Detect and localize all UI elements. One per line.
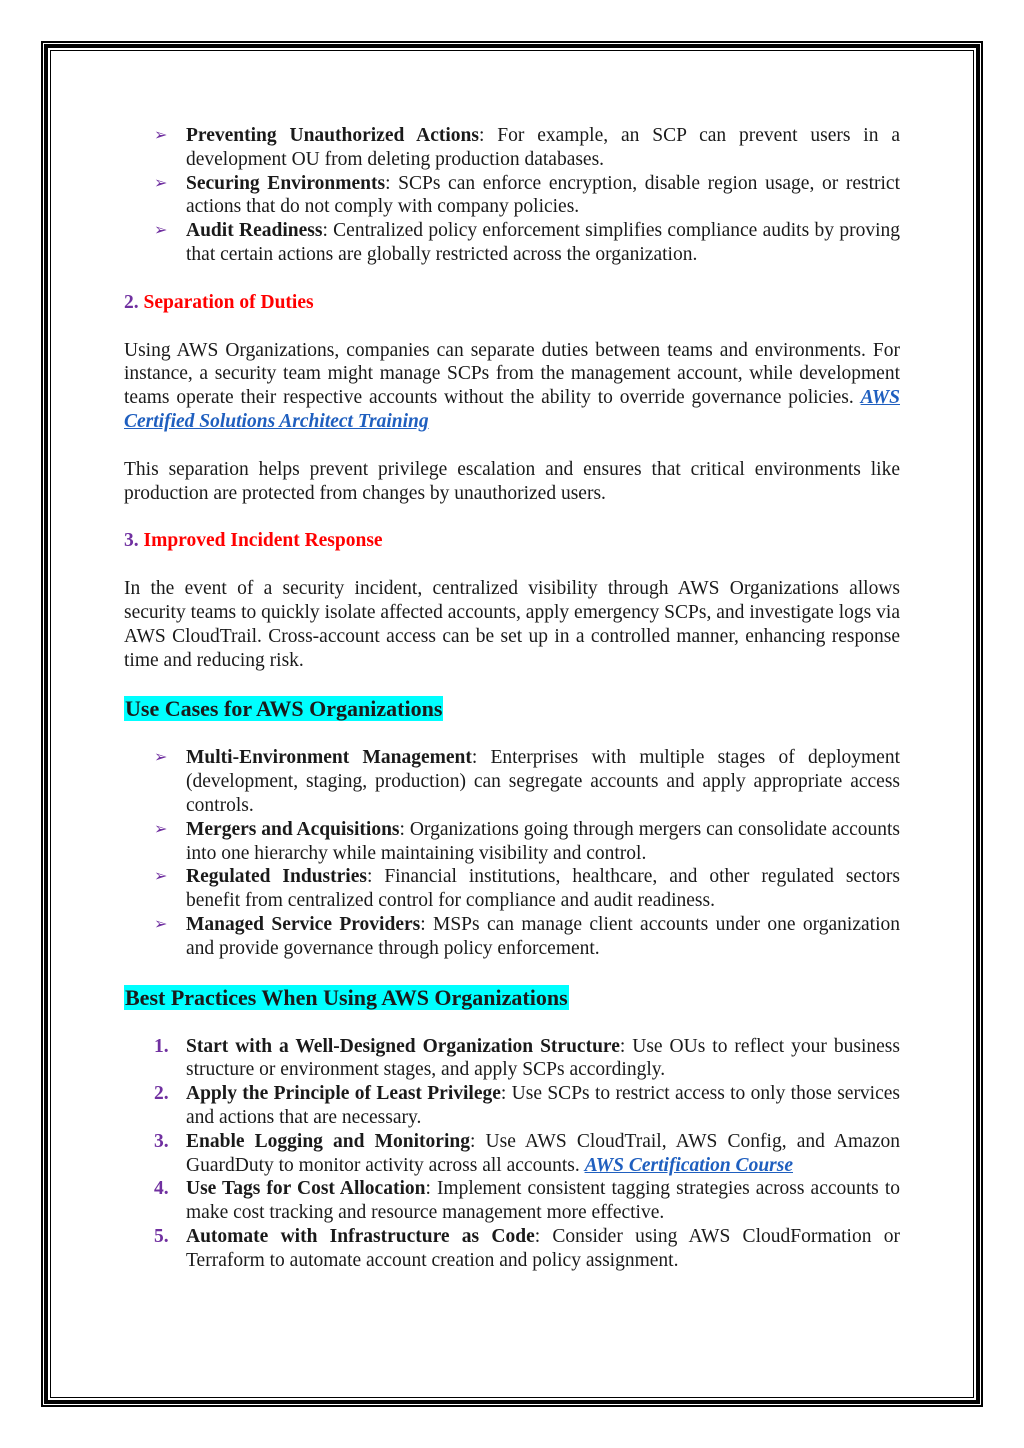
- list-item: 5. Automate with Infrastructure as Code: Consider using AWS CloudFormation or Terraform to automate account creation and policy assignment.: [154, 1225, 900, 1271]
- arrow-bullet-icon: ➢: [154, 820, 168, 838]
- section-heading-separation-of-duties: 2. Separation of Duties: [124, 291, 314, 313]
- arrow-bullet-icon: ➢: [154, 174, 168, 192]
- list-item: ➢ Audit Readiness: Centralized policy enforcement simplifies compliance audits by proving that certain actions are globally restricted across the organization.: [154, 220, 900, 265]
- arrow-bullet-icon: ➢: [154, 915, 168, 933]
- list-item: ➢ Securing Environments: SCPs can enforce encryption, disable region usage, or restrict actions that do not comply with company policies.: [154, 172, 901, 218]
- list-item: ➢ Managed Service Providers: MSPs can manage client accounts under one organization and provide governance through policy enforcement.: [154, 913, 900, 959]
- list-item: ➢ Preventing Unauthorized Actions: For example, an SCP can prevent users in a development OU from deleting production databases.: [154, 125, 900, 170]
- heading-use-cases: Use Cases for AWS Organizations: [125, 696, 443, 722]
- paragraph: Using AWS Organizations, companies can separate duties between teams and environments. For instance, a security team might manage SCPs from the management account, while development teams operate their respective accounts without the ability to override governance policies. AWS Certified Solutions Architect Training: [124, 339, 900, 432]
- list-item: ➢ Mergers and Acquisitions: Organizations going through mergers can consolidate accounts into one hierarchy while maintaining visibility and control.: [154, 818, 900, 864]
- top-bullet-list: [124, 124, 900, 267]
- list-item: 2. Apply the Principle of Least Privilege: Use SCPs to restrict access to only those services and actions that are necessary.: [154, 1083, 900, 1128]
- list-item: 1. Start with a Well-Designed Organization Structure: Use OUs to reflect your business structure or environment stages, and apply SCPs accordingly.: [154, 1035, 900, 1081]
- arrow-bullet-icon: ➢: [154, 222, 168, 240]
- use-cases-list: [124, 746, 900, 960]
- list-item: 4. Use Tags for Cost Allocation: Implement consistent tagging strategies across accounts to make cost tracking and resource management more effective.: [154, 1178, 900, 1224]
- section-heading-incident-response: 3. Improved Incident Response: [124, 530, 383, 552]
- aws-solutions-architect-training-link[interactable]: AWS Certified Solutions Architect Training: [124, 387, 900, 432]
- list-item: 3. Enable Logging and Monitoring: Use AWS CloudTrail, AWS Config, and Amazon GuardDuty to monitor activity across all accounts. AWS Certification Course: [154, 1130, 900, 1176]
- page-content: [124, 124, 900, 1272]
- best-practices-list: [124, 1035, 900, 1273]
- heading-best-practices: Best Practices When Using AWS Organizations: [125, 984, 568, 1010]
- list-item: ➢ Multi-Environment Management: Enterprises with multiple stages of deployment (development, staging, production) can segregate accounts and apply appropriate access controls.: [154, 747, 901, 816]
- arrow-bullet-icon: ➢: [154, 749, 168, 767]
- arrow-bullet-icon: ➢: [154, 127, 168, 144]
- aws-certification-course-link[interactable]: AWS Certification Course: [584, 1154, 793, 1176]
- paragraph: In the event of a security incident, centralized visibility through AWS Organizations allows security teams to quickly isolate affected accounts, apply emergency SCPs, and investigate logs via AWS CloudTrail. Cross-account access can be set up in a controlled manner, enhancing response time and reducing risk.: [124, 578, 900, 671]
- list-item: ➢ Regulated Industries: Financial institutions, healthcare, and other regulated sectors benefit from centralized control for compliance and audit readiness.: [154, 866, 900, 912]
- paragraph: This separation helps prevent privilege escalation and ensures that critical environments like production are protected from changes by unauthorized users.: [124, 458, 900, 504]
- arrow-bullet-icon: ➢: [154, 868, 168, 886]
